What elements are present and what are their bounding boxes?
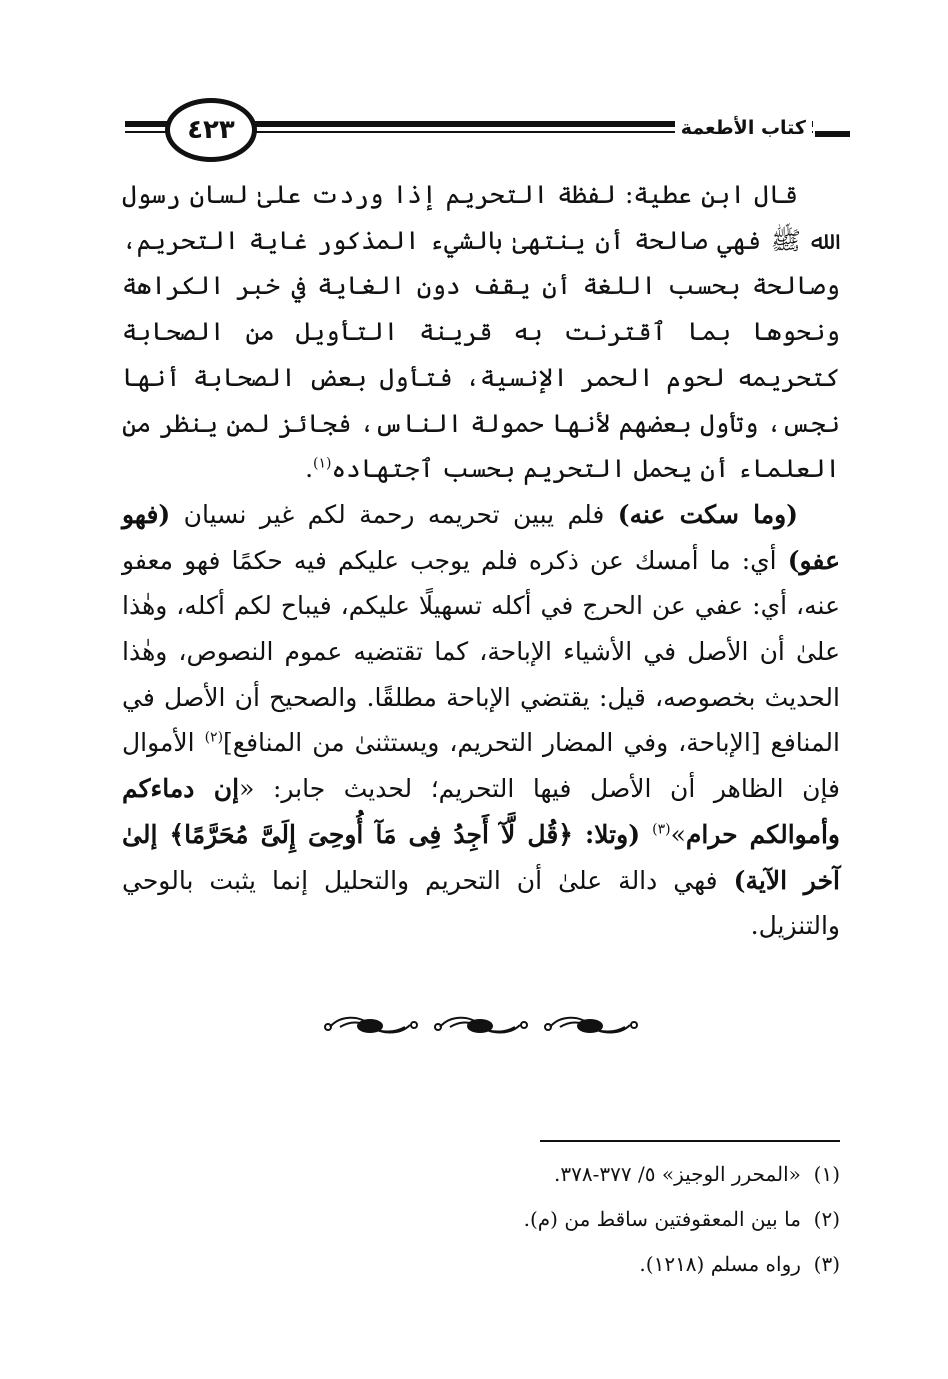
paragraph-1-end: . bbox=[305, 454, 314, 484]
footnote-3-text: رواه مسلم (١٢١٨). bbox=[639, 1252, 801, 1276]
ornament-middle bbox=[435, 1018, 527, 1033]
ornament-left bbox=[325, 1018, 417, 1033]
hadith-quote: إن دماءكم وأموالكم حرام bbox=[122, 774, 840, 849]
footnote-separator bbox=[540, 1140, 840, 1142]
footnote-3-number: (٣) bbox=[813, 1252, 840, 1276]
page-header bbox=[125, 95, 850, 170]
commentary-text-1: فلم يبين تحريمه رحمة لكم غير نسيان bbox=[170, 499, 618, 529]
footnote-1-text: «المحرر الوجيز» ٥/ ٣٧٧-٣٧٨. bbox=[554, 1162, 801, 1186]
header-rule-end bbox=[815, 131, 850, 137]
commentary-text-2: أي: ما أمسك عن ذكره فلم يوجب عليكم فيه حكمًا فهو معفو عنه، أي: عفي عن الحرج في أكله تسهيلًا عليكم، فيباح لكم أكله، وهٰذا علىٰ أن الأصل في الأشياء الإباحة، كما تقتضيه عموم النصوص، وهٰذا الحديث بخصوصه، قيل: يقتضي الإباحة مطلقًا. والصحيح أن الأصل في المنافع [الإباحة، وفي المضار التحريم، ويستثنىٰ من المنافع] bbox=[122, 545, 840, 758]
header-rule-left-thin bbox=[125, 131, 170, 133]
matn-quote-1: (وما سكت عنه) bbox=[617, 499, 798, 529]
footnote-ref-2: (٢) bbox=[204, 730, 224, 747]
paragraph-commentary bbox=[122, 492, 840, 949]
running-title: كتاب الأطعمة bbox=[675, 117, 812, 139]
footnote-2-number: (٢) bbox=[813, 1207, 840, 1231]
section-ornament-icon bbox=[320, 1005, 640, 1045]
footnotes bbox=[400, 1152, 840, 1287]
paragraph-ibn-atiyya bbox=[122, 172, 840, 492]
page-number bbox=[165, 98, 257, 162]
header-rule-left bbox=[125, 121, 170, 127]
main-text bbox=[122, 172, 840, 949]
footnote-2-text: ما بين المعقوفتين ساقط من (م). bbox=[523, 1207, 801, 1231]
commentary-text-3: الأموال فإن الظاهر أن الأصل فيها التحريم؛ لحديث جابر: « bbox=[122, 728, 841, 804]
ornament-right bbox=[545, 1018, 637, 1033]
commentary-text-4: » bbox=[670, 819, 686, 849]
page-number-text: ٤٢٣ bbox=[187, 115, 235, 145]
footnote-ref-1: (١) bbox=[313, 455, 332, 472]
footnote-2 bbox=[400, 1197, 840, 1242]
matn-quote-2: (فهو عفو) bbox=[122, 499, 840, 575]
matn-quote-verse: (وتلا: ﴿قُل لَّآ أَجِدُ فِى مَآ أُوحِىَ إِلَىَّ مُحَرَّمًا﴾ إلىٰ آخر الآية) bbox=[122, 819, 840, 895]
footnote-1-number: (١) bbox=[813, 1162, 840, 1186]
footnote-3 bbox=[400, 1242, 840, 1287]
footnote-ref-3: (٣) bbox=[652, 821, 671, 838]
commentary-text-5: فهي دالة علىٰ أن التحريم والتحليل إنما يثبت بالوحي والتنزيل. bbox=[122, 865, 840, 941]
paragraph-1-text: قال ابن عطية: لفظة التحريم إذا وردت علىٰ لسان رسول الله ﷺ فهي صالحة أن ينتهىٰ بالشيء المذكور غاية التحريم، وصالحة بحسب اللغة أن يقف دون الغاية في خبر الكراهة ونحوها بما ٱقترنت به قرينة التأويل من الصحابة كتحريمه لحوم الحمر الإنسية، فتأول بعض الصحابة أنها نجس، وتأول بعضهم لأنها حمولة الناس، فجائز لمن ينظر من العلماء أن يحمل التحريم بحسب ٱجتهاده bbox=[122, 180, 840, 484]
footnote-1 bbox=[400, 1152, 840, 1197]
